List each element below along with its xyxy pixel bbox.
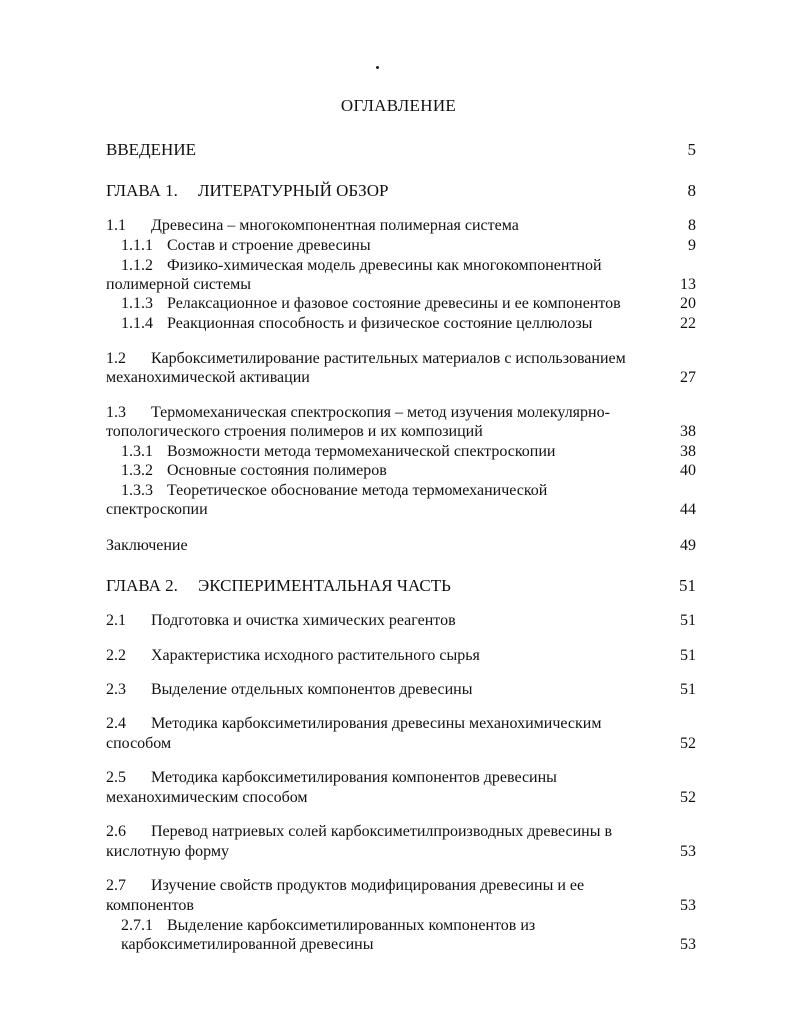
toc-entry-conclusion[interactable]: [106, 536, 696, 556]
toc-entry-text: Выделение отдельных компонентов древесины: [151, 681, 473, 698]
toc-entry-number: 1.3.3: [121, 482, 153, 499]
toc-page-number: 8: [688, 217, 696, 234]
toc-entry-1-3-cont[interactable]: [106, 422, 696, 442]
toc-page-number: 52: [680, 789, 696, 806]
toc-entry-text-line1: Термомеханическая спектроскопия – метод изучения молекулярно-: [151, 404, 610, 421]
toc-entry-number: 2.2: [106, 647, 126, 664]
toc-entry-text: Реакционная способность и физическое состояние целлюлозы: [167, 315, 593, 332]
toc-entry-text-line1: Теоретическое обоснование метода термомеханической: [167, 482, 548, 499]
toc-entry-number: 1.2: [106, 350, 126, 367]
toc-page-number: 53: [680, 843, 696, 860]
toc-entry-text-line1: Физико-химическая модель древесины как многокомпонентной: [167, 257, 602, 274]
toc-entry-text-line2: кислотную форму: [106, 843, 229, 860]
toc-entry-text: Возможности метода термомеханической спектроскопии: [167, 443, 556, 460]
toc-entry-1-1-2-cont[interactable]: [106, 275, 696, 295]
toc-entry-text: Состав и строение древесины: [167, 237, 371, 254]
toc-page-number: 51: [679, 576, 696, 595]
toc-entry-1-1[interactable]: [106, 216, 696, 236]
toc-page-number: 40: [680, 462, 696, 479]
toc-entry-text: ЛИТЕРАТУРНЫЙ ОБЗОР: [198, 181, 389, 200]
toc-entry-1-2[interactable]: [106, 349, 696, 369]
toc-entry-text: ЭКСПЕРИМЕНТАЛЬНАЯ ЧАСТЬ: [198, 576, 451, 595]
toc-entry-number: ГЛАВА 1.: [106, 181, 178, 200]
toc-entry-1-3-1[interactable]: [106, 442, 696, 462]
toc-entry-2-6[interactable]: [106, 822, 696, 842]
toc-entry-number: 1.1.3: [121, 295, 153, 312]
toc-entry-1-3-2[interactable]: [106, 461, 696, 481]
toc-entry-text-line1: Карбоксиметилирование растительных материалов с использованием: [151, 350, 626, 367]
toc-entry-1-3-3-cont[interactable]: [106, 500, 696, 520]
toc-entry-number: 2.3: [106, 681, 126, 698]
toc-entry-2-7-1-cont[interactable]: [106, 935, 696, 955]
toc-entry-2-2[interactable]: [106, 646, 696, 666]
toc-entry-number: 1.1.2: [121, 257, 153, 274]
toc-entry-1-1-1[interactable]: [106, 236, 696, 256]
toc-page-number: 5: [687, 140, 696, 159]
toc-page-number: 38: [680, 443, 696, 460]
toc-page-number: 51: [680, 612, 696, 629]
toc-entry-text-line2: механохимической активации: [106, 369, 310, 386]
toc-entry-1-1-2[interactable]: [106, 256, 696, 276]
toc-entry-intro[interactable]: [106, 140, 696, 160]
toc-entry-text-line1: Методика карбоксиметилирования компонентов древесины: [151, 769, 557, 786]
toc-entry-text-line2: механохимическим способом: [106, 789, 308, 806]
toc-entry-number: 2.7: [106, 877, 126, 894]
toc-page-number: 49: [680, 537, 696, 554]
toc-entry-text: Заключение: [106, 537, 188, 554]
toc-page-number: 9: [688, 237, 696, 254]
toc-page-number: 51: [680, 681, 696, 698]
toc-entry-2-5-cont[interactable]: [106, 788, 696, 808]
toc-entry-chapter-1[interactable]: [106, 181, 696, 201]
toc-entry-text-line1: Изучение свойств продуктов модифицирования древесины и ее: [151, 877, 585, 894]
toc-entry-1-3[interactable]: [106, 403, 696, 423]
scan-speck: [376, 66, 379, 69]
toc-entry-number: 1.3.1: [121, 443, 153, 460]
toc-entry-chapter-2[interactable]: [106, 576, 696, 596]
toc-entry-number: 1.1: [106, 217, 126, 234]
toc-entry-text-line1: Выделение карбоксиметилированных компонентов из: [167, 917, 536, 934]
toc-entry-1-1-4[interactable]: [106, 314, 696, 334]
toc-entry-text: ВВЕДЕНИЕ: [106, 140, 196, 159]
toc-page-number: 53: [680, 936, 696, 953]
toc-entry-1-2-cont[interactable]: [106, 368, 696, 388]
toc-entry-number: 2.4: [106, 715, 126, 732]
page-title: ОГЛАВЛЕНИЕ: [340, 96, 457, 115]
toc-page-number: 52: [680, 735, 696, 752]
toc-entry-2-4[interactable]: [106, 714, 696, 734]
toc-entry-2-6-cont[interactable]: [106, 842, 696, 862]
toc-page-number: 44: [680, 501, 696, 518]
toc-page-number: 22: [680, 315, 696, 332]
toc-entry-text-line1: Перевод натриевых солей карбоксиметилпроизводных древесины в: [151, 823, 613, 840]
toc-entry-number: 2.1: [106, 612, 126, 629]
toc-entry-number: 2.5: [106, 769, 126, 786]
toc-entry-2-7-1[interactable]: [106, 916, 696, 936]
toc-entry-1-3-3[interactable]: [106, 481, 696, 501]
toc-page-number: 38: [680, 423, 696, 440]
toc-entry-text: Основные состояния полимеров: [167, 462, 387, 479]
toc-entry-number: 2.7.1: [121, 917, 153, 934]
toc-entry-text: Подготовка и очистка химических реагентов: [151, 612, 456, 629]
toc-entry-number: 1.3: [106, 404, 126, 421]
toc-entry-number: 1.1.1: [121, 237, 153, 254]
toc-entry-number: 1.3.2: [121, 462, 153, 479]
toc-entry-text-line1: Методика карбоксиметилирования древесины механохимическим: [151, 715, 602, 732]
toc-entry-2-4-cont[interactable]: [106, 734, 696, 754]
toc-entry-text-line2: топологического строения полимеров и их композиций: [106, 423, 483, 440]
toc-page-number: 13: [680, 276, 696, 293]
toc-entry-number: 2.6: [106, 823, 126, 840]
toc-entry-1-1-3[interactable]: [106, 294, 696, 314]
toc-entry-text-line2: карбоксиметилированной древесины: [121, 936, 374, 953]
toc-entry-text-line2: полимерной системы: [106, 276, 251, 293]
toc-entry-text-line2: спектроскопии: [106, 501, 208, 518]
toc-entry-number: ГЛАВА 2.: [106, 576, 178, 595]
toc-page-number: 51: [680, 647, 696, 664]
toc-entry-text: Характеристика исходного растительного сырья: [151, 647, 480, 664]
toc-page-number: 8: [687, 181, 696, 200]
toc-entry-2-3[interactable]: [106, 680, 696, 700]
toc-entry-text-line2: способом: [106, 735, 172, 752]
toc-entry-2-5[interactable]: [106, 768, 696, 788]
toc-entry-text: Древесина – многокомпонентная полимерная система: [151, 217, 519, 234]
toc-page-number: 20: [680, 295, 696, 312]
toc-entry-number: 1.1.4: [121, 315, 153, 332]
toc-entry-2-7[interactable]: [106, 876, 696, 896]
toc-entry-2-1[interactable]: [106, 611, 696, 631]
toc-entry-text-line2: компонентов: [106, 897, 194, 914]
toc-page-number: 53: [680, 897, 696, 914]
toc-entry-text: Релаксационное и фазовое состояние древесины и ее компонентов: [167, 295, 621, 312]
toc-entry-2-7-cont[interactable]: [106, 896, 696, 916]
toc-page-number: 27: [680, 369, 696, 386]
